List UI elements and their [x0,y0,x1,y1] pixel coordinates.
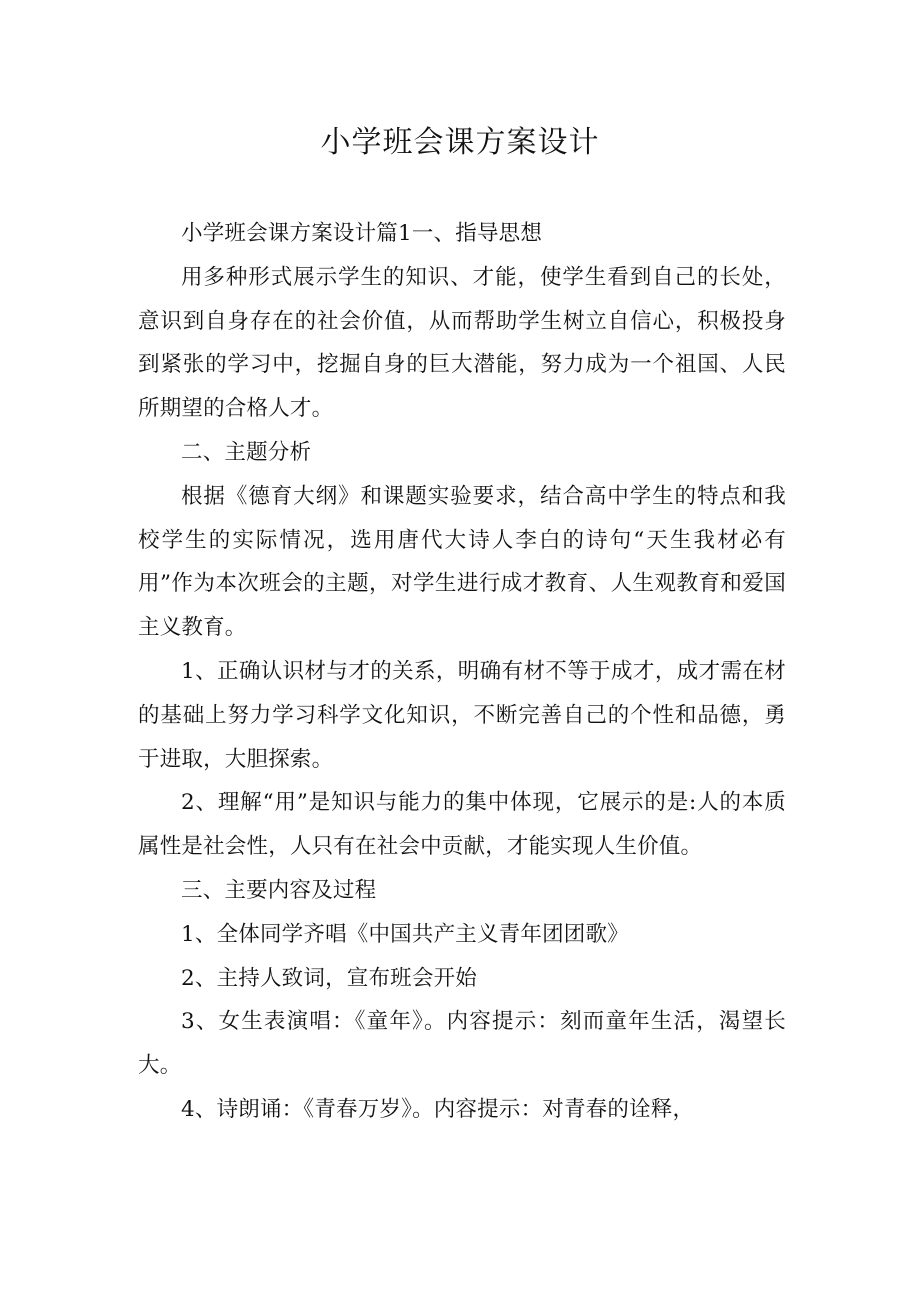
paragraph-heading-guiding-thought: 小学班会课方案设计篇1一、指导思想 [181,221,543,246]
paragraph-heading-main-content: 三、主要内容及过程 [181,877,377,903]
document-body [138,212,786,1132]
paragraph-step-2: 2、主持人致词，宣布班会开始 [181,965,477,991]
paragraph-step-3: 3、女生表演唱：《童年》。内容提示：刻而童年生活，渴望长大。 [138,1009,786,1079]
paragraph-point-1: 1、正确认识材与才的关系，明确有材不等于成才，成才需在材的基础上努力学习科学文化知识，不断完善自己的个性和品德，勇于进取，大胆探索。 [138,658,786,772]
paragraph-heading-theme-analysis: 二、主题分析 [181,439,312,465]
document-title: 小学班会课方案设计 [320,125,600,160]
paragraph-theme-analysis: 根据《德育大纲》和课题实验要求，结合高中学生的特点和我校学生的实际情况，选用唐代大诗人李白的诗句“天生我材必有用”作为本次班会的主题，对学生进行成才教育、人生观教育和爱国主义教育。 [138,483,786,641]
paragraph-guiding-thought: 用多种形式展示学生的知识、才能，使学生看到自己的长处，意识到自身存在的社会价值，从而帮助学生树立自信心，积极投身到紧张的学习中，挖掘自身的巨大潜能，努力成为一个祖国、人民所期望的合格人才。 [138,264,786,422]
paragraph-point-2: 2、理解“用”是知识与能力的集中体现，它展示的是:人的本质属性是社会性，人只有在社会中贡献，才能实现人生价值。 [138,790,786,860]
paragraph-step-4: 4、诗朗诵：《青春万岁》。内容提示：对青春的诠释， [181,1096,695,1122]
paragraph-step-1: 1、全体同学齐唱《中国共产主义青年团团歌》 [181,921,629,947]
